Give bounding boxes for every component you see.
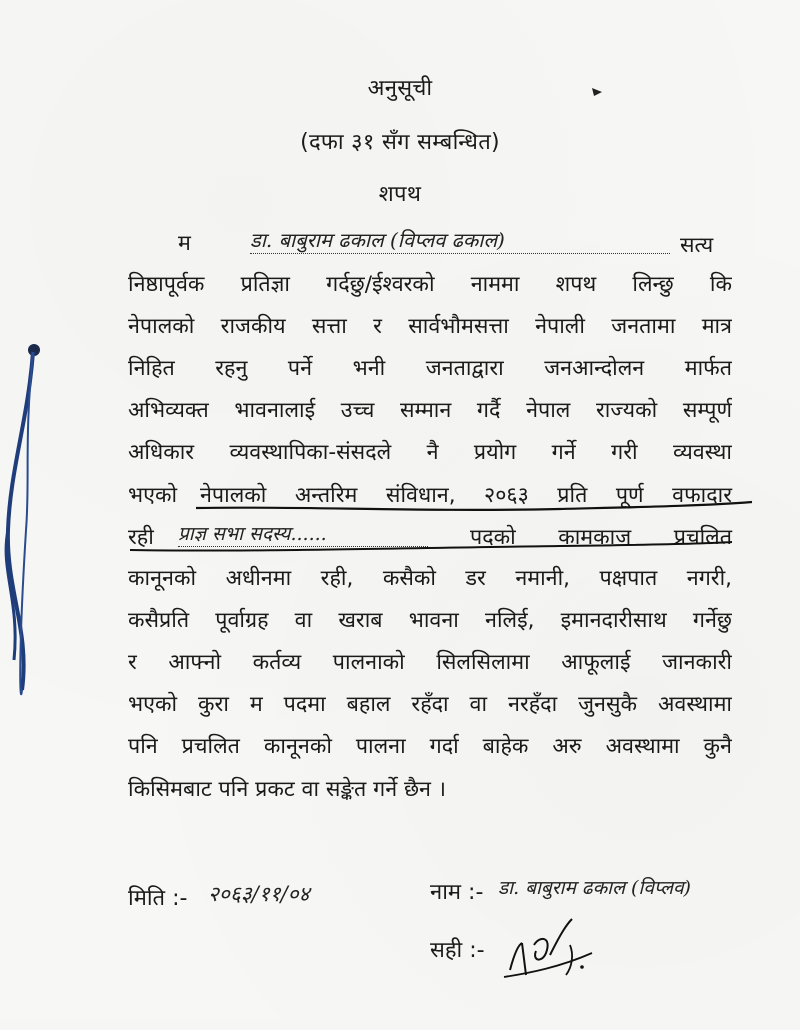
- oath-line-6: अधिकार व्यवस्थापिका-संसदले नै प्रयोग गर्ने गरी व्यवस्था: [128, 440, 732, 465]
- oath-line-8-end: पदको कामकाज प्रचलित: [470, 525, 732, 550]
- signature-label: सही :-: [430, 938, 485, 963]
- oath-line-9: कानूनको अधीनमा रही, कसैको डर नमानी, पक्षपात नगरी,: [128, 566, 732, 591]
- oath-line-13: पनि प्रचलित कानूनको पालना गर्दा बाहेक अरु अवस्थामा कुनै: [128, 734, 732, 759]
- oath-line-7-start: भएको: [128, 483, 178, 508]
- oath-line-12: भएको कुरा म पदमा बहाल रहँदा वा नरहँदा जुनसुकै अवस्थामा: [128, 692, 732, 717]
- oath-line-14: किसिमबाट पनि प्रकट वा सङ्केत गर्ने छैन ।: [128, 777, 446, 802]
- oath-line-8-start: रही: [128, 525, 154, 550]
- oath-line-4: निहित रहनु पर्ने भनी जनताद्वारा जनआन्दोलन मार्फत: [128, 356, 732, 381]
- ink-mark: [590, 82, 610, 102]
- date-label: मिति :-: [128, 886, 188, 911]
- oath-name-field: डा. बाबुराम ढकाल (विप्लव ढकाल): [250, 226, 670, 254]
- oath-post-field: प्राज्ञ सभा सदस्य......: [178, 520, 428, 547]
- section-reference: (दफा ३१ सँग सम्बन्धित): [300, 130, 500, 155]
- pen-underline: [0, 470, 800, 550]
- oath-line-3: नेपालको राजकीय सत्ता र सार्वभौमसत्ता नेपाली जनतामा मात्र: [128, 314, 732, 339]
- document-title: अनुसूची: [367, 76, 433, 101]
- oath-line-10: कसैप्रति पूर्वाग्रह वा खराब भावना नलिई, इमानदारीसाथ गर्नेछु: [128, 608, 732, 633]
- oath-line-2: निष्ठापूर्वक प्रतिज्ञा गर्दछु/ईश्वरको नाममा शपथ लिन्छु कि: [128, 272, 732, 297]
- name-label: नाम :-: [430, 880, 484, 905]
- signature: [500, 915, 620, 985]
- oath-heading: शपथ: [378, 182, 422, 207]
- date-value: २०६३/११/०४: [208, 882, 310, 906]
- oath-line-7-rest: नेपालको अन्तरिम संविधान, २०६३ प्रति पूर्ण वफादार: [200, 483, 732, 508]
- oath-pronoun: म: [178, 231, 191, 256]
- binding-string: [0, 330, 60, 1030]
- name-value: डा. बाबुराम ढकाल (विप्लव): [498, 877, 691, 899]
- oath-line-11: र आफ्नो कर्तव्य पालनाको सिलसिलामा आफूलाई जानकारी: [128, 650, 732, 675]
- oath-line-5: अभिव्यक्त भावनालाई उच्च सम्मान गर्दै नेपाल राज्यको सम्पूर्ण: [128, 398, 732, 423]
- oath-line1-end: सत्य: [680, 233, 714, 258]
